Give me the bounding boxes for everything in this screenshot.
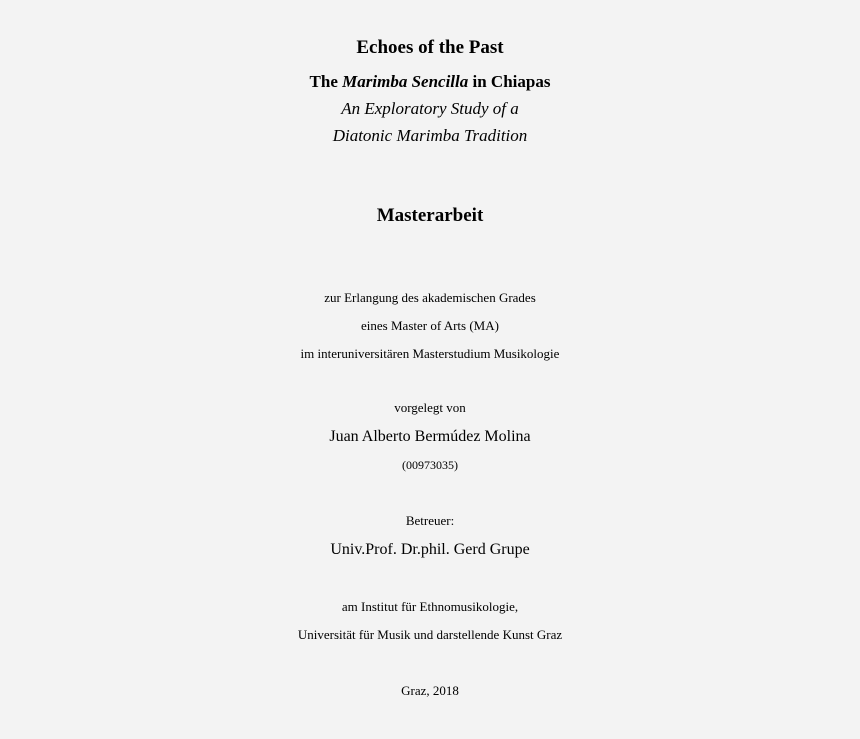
submitted-by-label: vorgelegt von (394, 400, 466, 415)
study-line-2: Diatonic Marimba Tradition (332, 126, 528, 145)
subtitle-suffix: in Chiapas (468, 72, 551, 91)
institute-line-1: am Institut für Ethnomusikologie, (341, 599, 519, 614)
thesis-subtitle (0, 73, 860, 90)
place-date: Graz, 2018 (401, 683, 459, 698)
thesis-type: Masterarbeit (376, 205, 484, 226)
subtitle-italic: Marimba Sencilla (342, 72, 469, 91)
supervisor-label: Betreuer: (405, 513, 455, 528)
institute-line-2: Universität für Musik und darstellende Kunst Graz (297, 627, 563, 642)
student-id: (00973035) (402, 458, 458, 472)
study-line-1: An Exploratory Study of a (341, 99, 519, 118)
subtitle-prefix: The (309, 72, 343, 91)
thesis-title: Echoes of the Past (356, 37, 504, 58)
supervisor-name: Univ.Prof. Dr.phil. Gerd Grupe (330, 541, 530, 558)
purpose-line-3: im interuniversitären Masterstudium Musikologie (300, 346, 560, 361)
author-name: Juan Alberto Bermúdez Molina (329, 428, 531, 445)
purpose-line-1: zur Erlangung des akademischen Grades (324, 290, 536, 305)
purpose-line-2: eines Master of Arts (MA) (361, 318, 499, 333)
